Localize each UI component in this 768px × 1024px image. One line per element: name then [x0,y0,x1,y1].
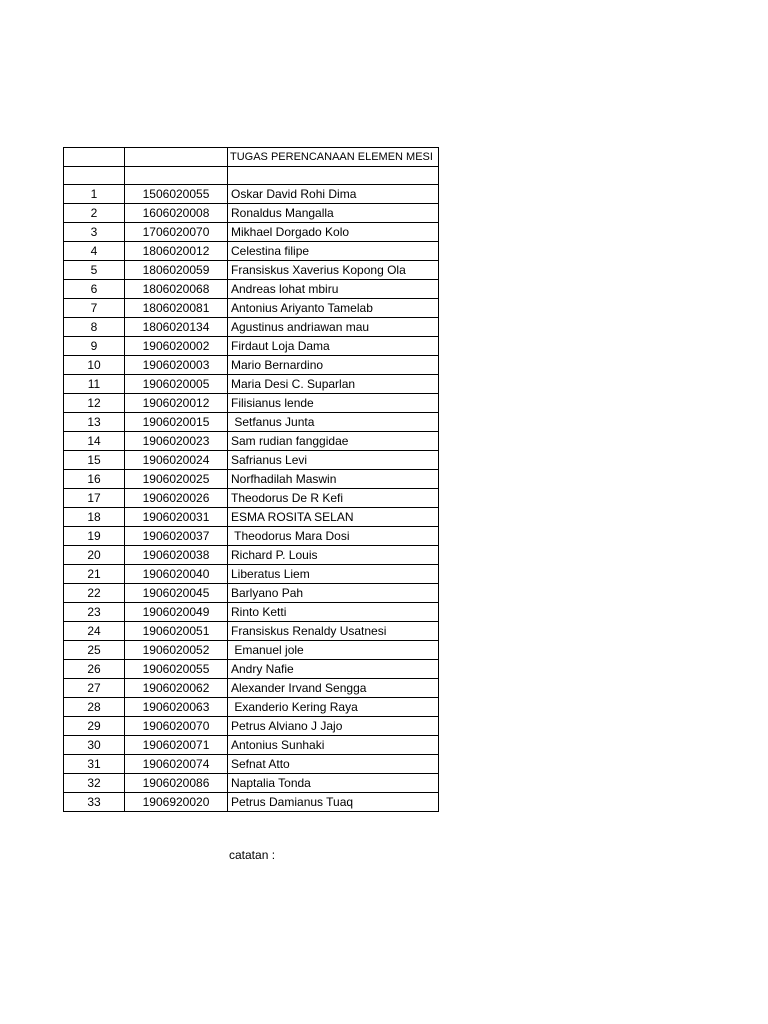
student-name-cell: Liberatus Liem [228,565,439,584]
student-name-cell: ESMA ROSITA SELAN [228,508,439,527]
table-row [64,660,439,679]
table-row [64,641,439,660]
student-name-cell: Emanuel jole [228,641,439,660]
row-number-cell: 1 [64,185,125,204]
row-number-cell: 27 [64,679,125,698]
row-number-cell: 18 [64,508,125,527]
student-name-cell: Andry Nafie [228,660,439,679]
row-number-cell: 4 [64,242,125,261]
student-id-cell: 1506020055 [125,185,228,204]
student-name-cell: Andreas lohat mbiru [228,280,439,299]
student-id-cell: 1906020074 [125,755,228,774]
student-id-cell: 1906020070 [125,717,228,736]
row-number-cell: 10 [64,356,125,375]
table-row [64,774,439,793]
table-row [64,622,439,641]
student-name-cell: Antonius Sunhaki [228,736,439,755]
student-name-cell: Barlyano Pah [228,584,439,603]
row-number-cell: 17 [64,489,125,508]
student-name-cell: Maria Desi C. Suparlan [228,375,439,394]
sheet-title: TUGAS PERENCANAAN ELEMEN MESI [228,148,439,167]
student-name-cell: Sam rudian fanggidae [228,432,439,451]
student-id-cell: 1906020026 [125,489,228,508]
table-row [64,508,439,527]
table-row [64,546,439,565]
row-number-cell: 28 [64,698,125,717]
row-number-cell: 22 [64,584,125,603]
student-name-cell: Norfhadilah Maswin [228,470,439,489]
student-table [63,147,439,812]
blank-cell [228,167,439,185]
student-id-cell: 1906020025 [125,470,228,489]
student-name-cell: Filisianus lende [228,394,439,413]
table-row [64,470,439,489]
row-number-cell: 20 [64,546,125,565]
student-id-cell: 1906020038 [125,546,228,565]
student-id-cell: 1806020012 [125,242,228,261]
student-name-cell: Exanderio Kering Raya [228,698,439,717]
student-id-cell: 1906020049 [125,603,228,622]
student-id-cell: 1906920020 [125,793,228,812]
row-number-cell: 31 [64,755,125,774]
row-number-cell: 11 [64,375,125,394]
row-number-cell: 16 [64,470,125,489]
blank-row [64,167,439,185]
row-number-cell: 5 [64,261,125,280]
student-id-cell: 1906020045 [125,584,228,603]
student-id-cell: 1906020063 [125,698,228,717]
student-id-cell: 1906020005 [125,375,228,394]
student-id-cell: 1806020134 [125,318,228,337]
student-id-cell: 1906020071 [125,736,228,755]
student-id-cell: 1906020003 [125,356,228,375]
table-row [64,375,439,394]
table-row [64,223,439,242]
table-row [64,185,439,204]
row-number-cell: 12 [64,394,125,413]
table-row [64,584,439,603]
student-name-cell: Rinto Ketti [228,603,439,622]
student-id-cell: 1606020008 [125,204,228,223]
student-name-cell: Oskar David Rohi Dima [228,185,439,204]
student-id-cell: 1906020037 [125,527,228,546]
student-id-cell: 1906020086 [125,774,228,793]
table-row [64,204,439,223]
row-number-cell: 29 [64,717,125,736]
table-row [64,736,439,755]
row-number-cell: 3 [64,223,125,242]
student-name-cell: Alexander Irvand Sengga [228,679,439,698]
table-row [64,603,439,622]
student-name-cell: Safrianus Levi [228,451,439,470]
student-id-cell: 1806020068 [125,280,228,299]
student-id-cell: 1906020062 [125,679,228,698]
student-id-cell: 1906020051 [125,622,228,641]
table-row [64,318,439,337]
table-row [64,413,439,432]
row-number-cell: 21 [64,565,125,584]
student-name-cell: Theodorus De R Kefi [228,489,439,508]
row-number-cell: 19 [64,527,125,546]
row-number-cell: 14 [64,432,125,451]
student-name-cell: Fransiskus Renaldy Usatnesi [228,622,439,641]
table-row [64,755,439,774]
note-label: catatan : [229,848,276,862]
row-number-cell: 33 [64,793,125,812]
student-id-cell: 1906020015 [125,413,228,432]
student-id-cell: 1906020055 [125,660,228,679]
student-name-cell: Ronaldus Mangalla [228,204,439,223]
student-name-cell: Agustinus andriawan mau [228,318,439,337]
header-cell-no [64,148,125,167]
table-row [64,527,439,546]
row-number-cell: 2 [64,204,125,223]
student-name-cell: Mikhael Dorgado Kolo [228,223,439,242]
row-number-cell: 13 [64,413,125,432]
row-number-cell: 32 [64,774,125,793]
student-name-cell: Theodorus Mara Dosi [228,527,439,546]
student-name-cell: Richard P. Louis [228,546,439,565]
table-row [64,337,439,356]
table-row [64,565,439,584]
row-number-cell: 24 [64,622,125,641]
table-row [64,451,439,470]
table-row [64,356,439,375]
header-row [64,148,439,167]
table-row [64,242,439,261]
student-name-cell: Naptalia Tonda [228,774,439,793]
student-id-cell: 1906020052 [125,641,228,660]
row-number-cell: 25 [64,641,125,660]
table-row [64,261,439,280]
table-row [64,432,439,451]
student-name-cell: Fransiskus Xaverius Kopong Ola [228,261,439,280]
table-row [64,299,439,318]
student-name-cell: Setfanus Junta [228,413,439,432]
row-number-cell: 6 [64,280,125,299]
student-id-cell: 1906020002 [125,337,228,356]
student-name-cell: Firdaut Loja Dama [228,337,439,356]
table-row [64,489,439,508]
student-id-cell: 1706020070 [125,223,228,242]
table-row [64,698,439,717]
student-id-cell: 1906020040 [125,565,228,584]
student-id-cell: 1906020023 [125,432,228,451]
row-number-cell: 23 [64,603,125,622]
student-name-cell: Antonius Ariyanto Tamelab [228,299,439,318]
student-name-cell: Mario Bernardino [228,356,439,375]
blank-cell [125,167,228,185]
student-table-body [64,148,439,812]
table-row [64,280,439,299]
student-name-cell: Petrus Alviano J Jajo [228,717,439,736]
row-number-cell: 7 [64,299,125,318]
table-row [64,717,439,736]
student-id-cell: 1806020059 [125,261,228,280]
header-cell-nim [125,148,228,167]
student-id-cell: 1906020012 [125,394,228,413]
blank-cell [64,167,125,185]
student-name-cell: Sefnat Atto [228,755,439,774]
student-id-cell: 1906020024 [125,451,228,470]
row-number-cell: 26 [64,660,125,679]
table-row [64,394,439,413]
student-id-cell: 1806020081 [125,299,228,318]
student-name-cell: Petrus Damianus Tuaq [228,793,439,812]
table-row [64,793,439,812]
row-number-cell: 30 [64,736,125,755]
row-number-cell: 8 [64,318,125,337]
student-name-cell: Celestina filipe [228,242,439,261]
row-number-cell: 15 [64,451,125,470]
row-number-cell: 9 [64,337,125,356]
table-row [64,679,439,698]
student-id-cell: 1906020031 [125,508,228,527]
